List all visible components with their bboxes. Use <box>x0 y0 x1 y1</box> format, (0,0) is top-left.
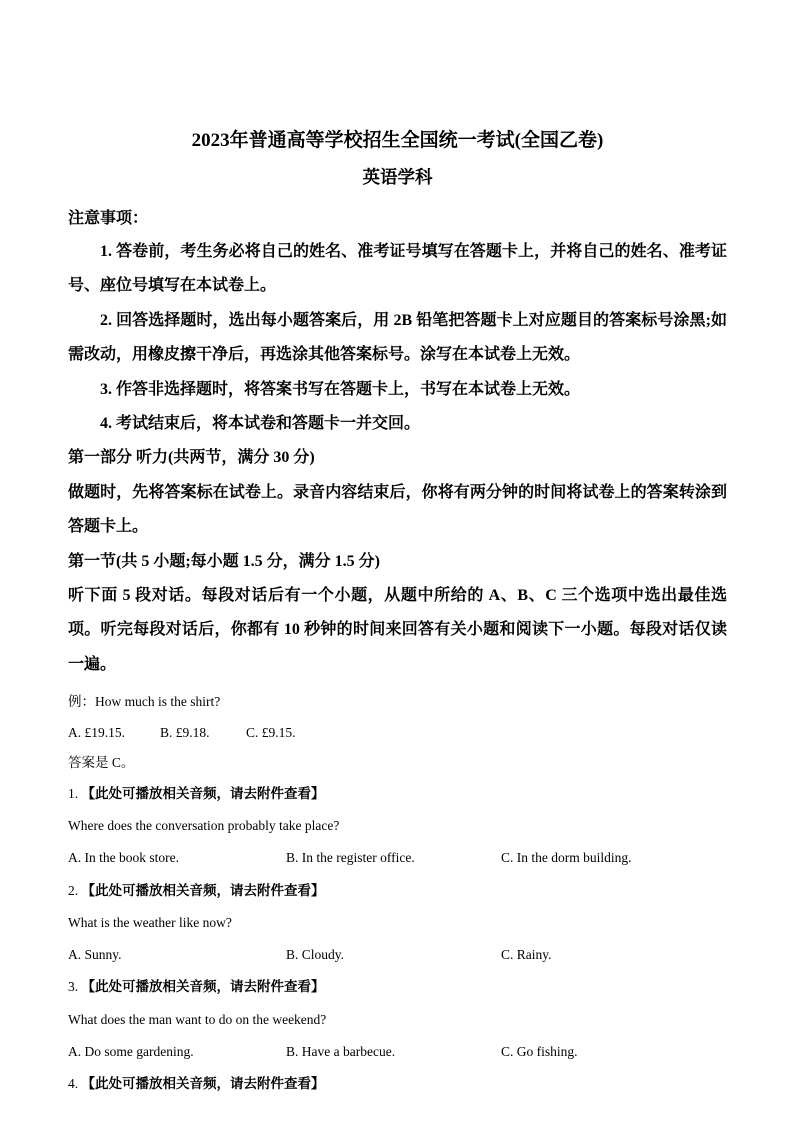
question-text: What does the man want to do on the weekend? <box>68 1011 327 1027</box>
question-number: 3. <box>68 979 79 995</box>
audio-placeholder-note: 【此处可播放相关音频，请去附件查看】 <box>81 1076 325 1092</box>
example-option-a: A. £19.15. <box>68 725 125 741</box>
example-option-c: C. £9.15. <box>246 725 296 741</box>
question-block-4 <box>68 1074 727 1094</box>
section1-intro: 听下面 5 段对话。每段对话后有一个小题，从题中所给的 A、B、C 三个选项中选出最佳选项。听完每段对话后，你都有 10 秒钟的时间来回答有关小题和阅读下一小题。每段对话仅读一遍。 <box>68 587 727 673</box>
part1-intro: 做题时，先将答案标在试卷上。录音内容结束后，你将有两分钟的时间将试卷上的答案转涂到答题卡上。 <box>68 483 727 536</box>
question-text: What is the weather like now? <box>68 914 232 930</box>
audio-placeholder-note: 【此处可播放相关音频，请去附件查看】 <box>81 979 325 995</box>
question-text: Where does the conversation probably take place? <box>68 818 340 834</box>
notice-item-2: 2. 回答选择题时，选出每小题答案后，用 2B 铅笔把答题卡上对应题目的答案标号涂黑;如需改动，用橡皮擦干净后，再选涂其他答案标号。涂写在本试卷上无效。 <box>68 311 727 364</box>
question-block-2 <box>68 881 727 966</box>
option-a: A. In the book store. <box>68 850 179 866</box>
audio-placeholder-note: 【此处可播放相关音频，请去附件查看】 <box>81 785 325 801</box>
option-a: A. Sunny. <box>68 947 122 963</box>
question-options-row <box>68 1042 727 1062</box>
question-number: 1. <box>68 785 79 801</box>
option-b: B. In the register office. <box>286 850 415 866</box>
question-number: 2. <box>68 882 79 898</box>
notice-heading: 注意事项： <box>68 210 149 228</box>
notice-item-3: 3. 作答非选择题时，将答案书写在答题卡上，书写在本试卷上无效。 <box>100 380 581 398</box>
option-b: B. Have a barbecue. <box>286 1043 396 1059</box>
example-option-b: B. £9.18. <box>160 725 210 741</box>
question-number: 4. <box>68 1076 79 1092</box>
section1-heading: 第一节(共 5 小题;每小题 1.5 分，满分 1.5 分) <box>68 552 380 570</box>
notice-item-1: 1. 答卷前，考生务必将自己的姓名、准考证号填写在答题卡上，并将自己的姓名、准考证号、座位号填写在本试卷上。 <box>68 243 727 295</box>
question-audio-line <box>68 784 727 804</box>
option-c: C. In the dorm building. <box>501 850 632 866</box>
option-c: C. Rainy. <box>501 947 552 963</box>
question-audio-line <box>68 881 727 901</box>
question-options-row <box>68 848 727 868</box>
example-prompt: 例：How much is the shirt? <box>68 694 221 710</box>
option-c: C. Go fishing. <box>501 1043 578 1059</box>
question-block-1 <box>68 784 727 869</box>
page-title: 2023年普通高等学校招生全国统一考试(全国乙卷) <box>191 130 604 151</box>
question-block-3 <box>68 977 727 1062</box>
question-options-row <box>68 945 727 965</box>
question-audio-line <box>68 1074 727 1094</box>
option-b: B. Cloudy. <box>286 947 345 963</box>
page-subtitle: 英语学科 <box>362 166 433 187</box>
example-block <box>68 692 727 773</box>
example-options-row <box>68 723 727 743</box>
audio-placeholder-note: 【此处可播放相关音频，请去附件查看】 <box>81 882 325 898</box>
notice-item-4: 4. 考试结束后，将本试卷和答题卡一并交回。 <box>100 415 421 433</box>
question-audio-line <box>68 977 727 997</box>
option-a: A. Do some gardening. <box>68 1043 194 1059</box>
example-answer: 答案是 C。 <box>68 754 135 770</box>
part1-heading: 第一部分 听力(共两节，满分 30 分) <box>68 449 315 467</box>
